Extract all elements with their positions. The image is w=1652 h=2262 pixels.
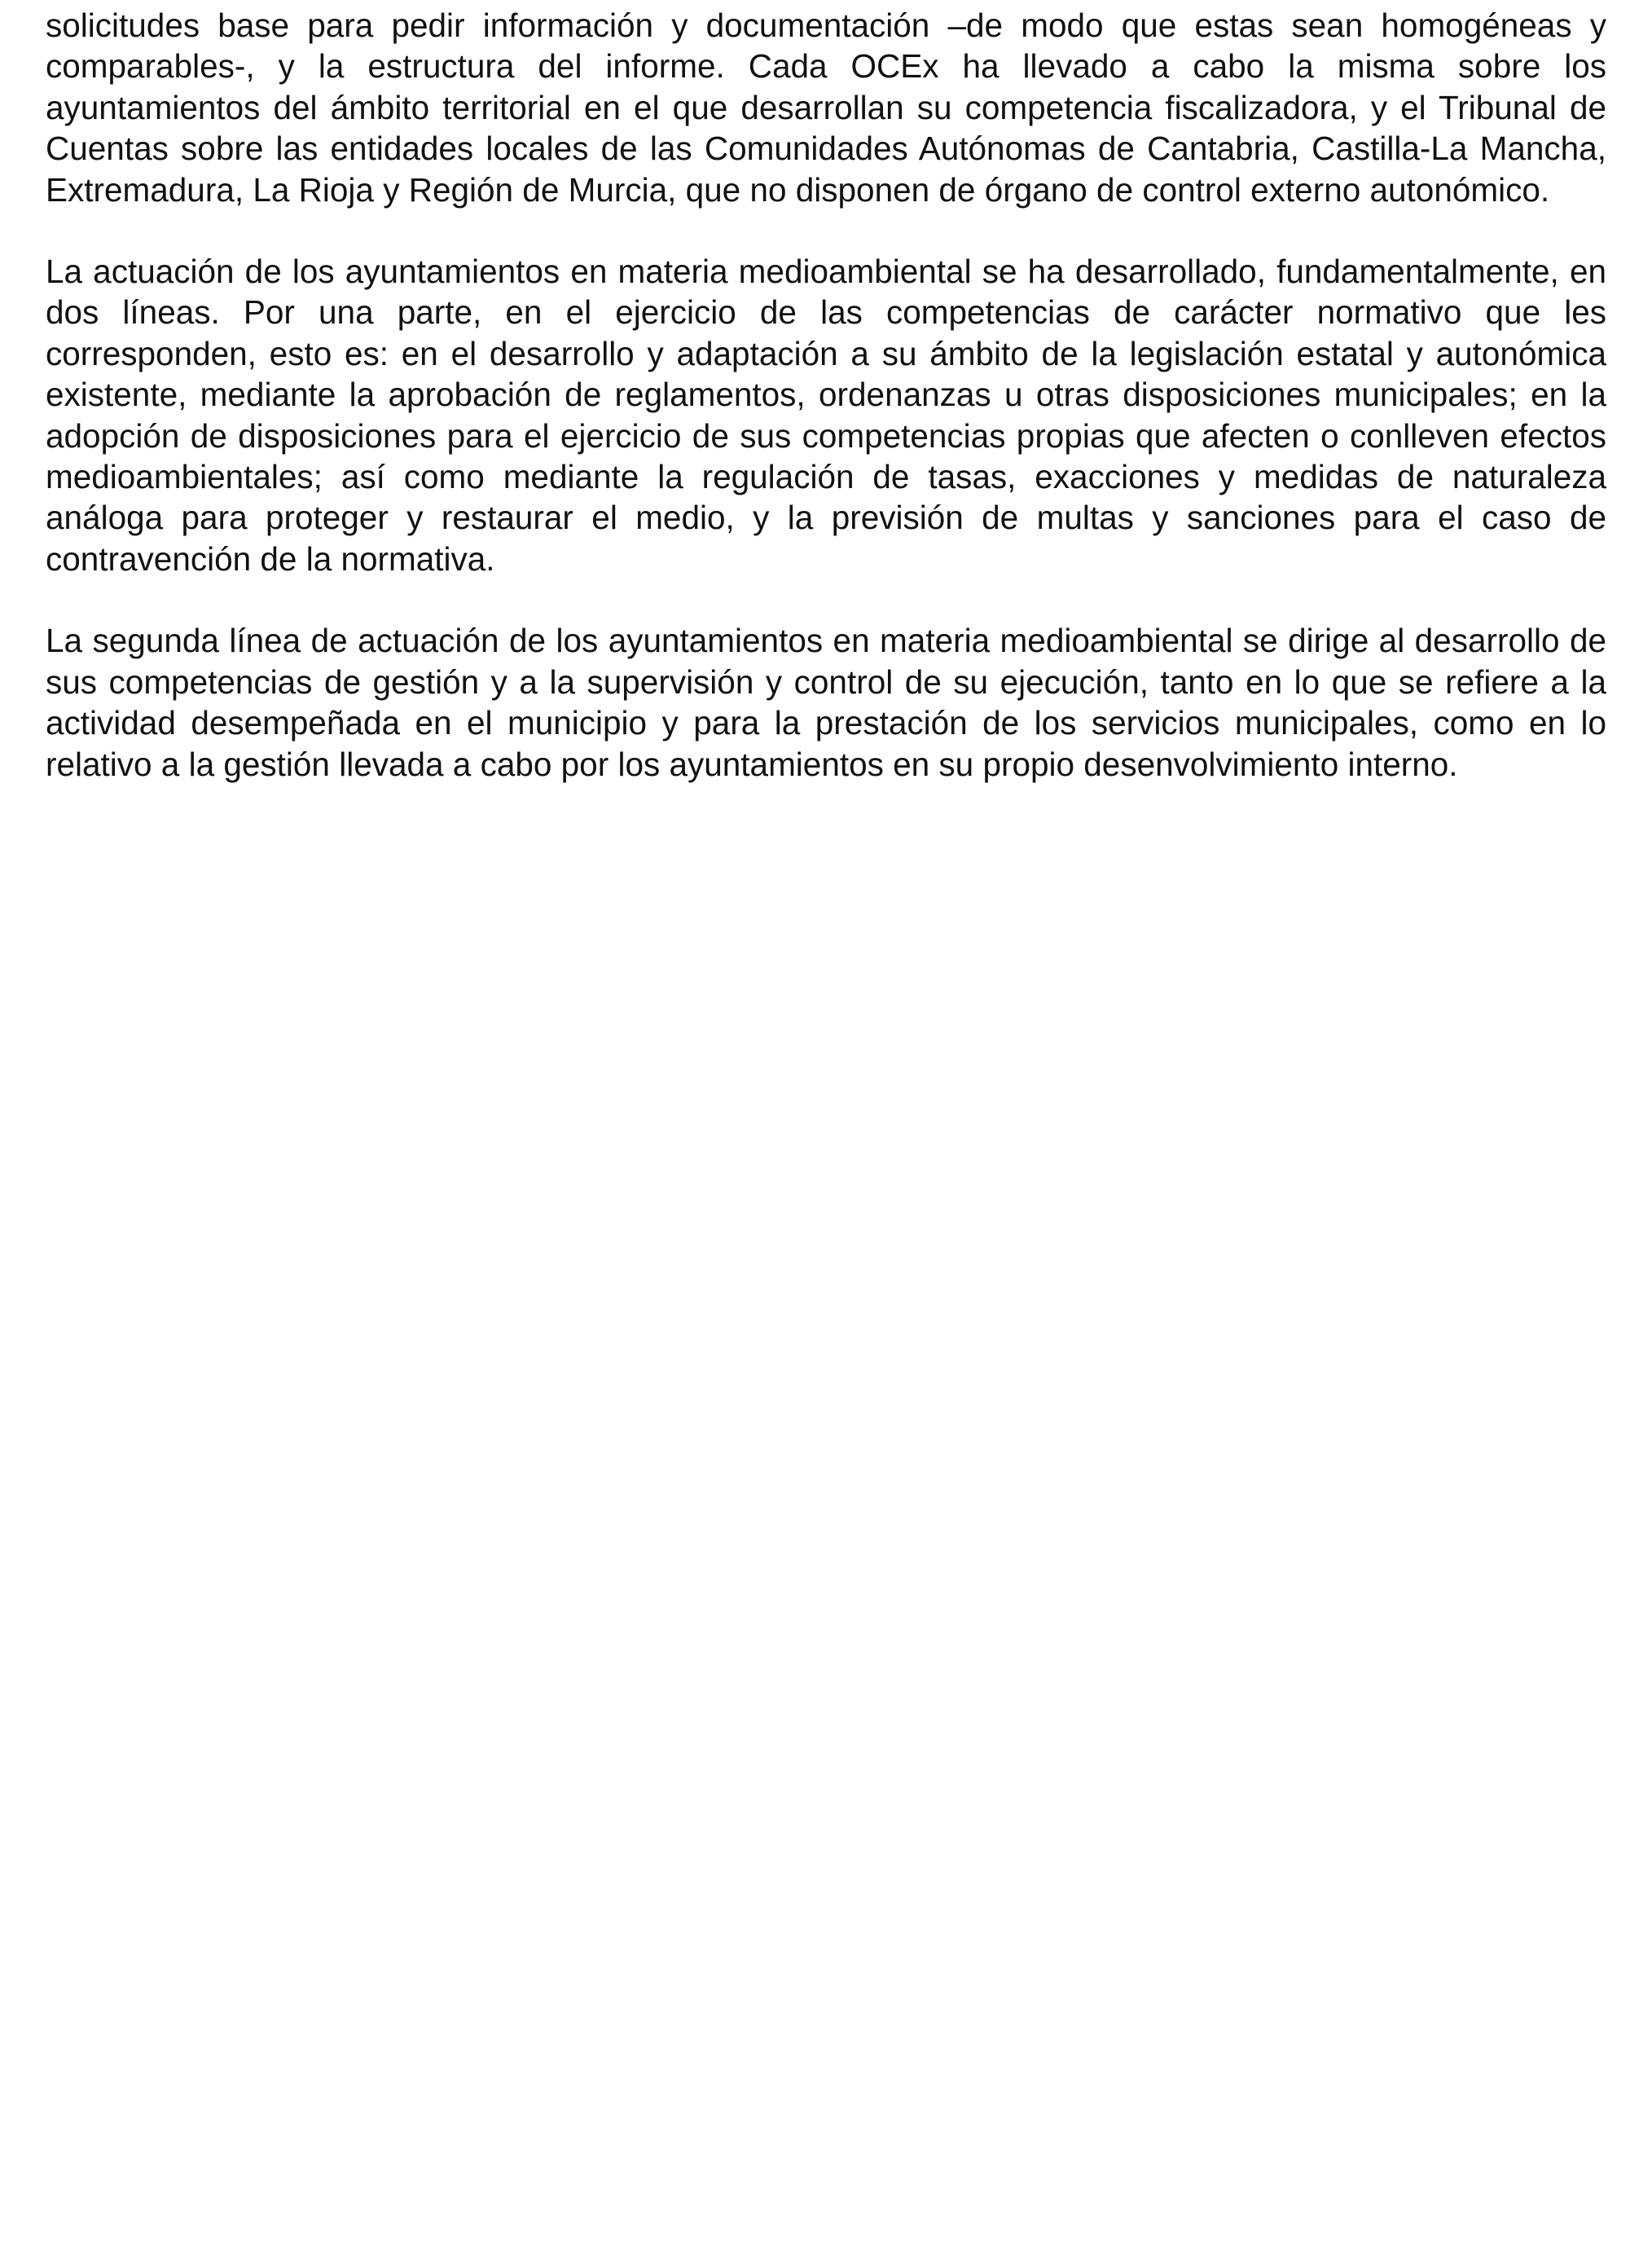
paragraph-methodology: solicitudes base para pedir información y documentación –de modo que estas sean homogéneas y comparables-, y la estructura del informe. Cada OCEx ha llevado a cabo la misma sobre los ayuntamientos del ámbito territorial en el que desarrollan su competencia fiscalizadora, y el Tribunal de Cuentas sobre las entidades locales de las Comunidades Autónomas de Cantabria, Castilla-La Mancha, Extremadura, La Rioja y Región de Murcia, que no disponen de órgano de control externo autonómico. [46, 7, 1606, 209]
document-body [46, 5, 1606, 825]
paragraph-management-actions: La segunda línea de actuación de los ayuntamientos en materia medioambiental se dirige al desarrollo de sus competencias de gestión y a la supervisión y control de su ejecución, tanto en lo que se refiere a la actividad desempeñada en el municipio y para la prestación de los servicios municipales, como en lo relativo a la gestión llevada a cabo por los ayuntamientos en su propio desenvolvimiento interno. [46, 622, 1606, 783]
paragraph-normative-actions: La actuación de los ayuntamientos en materia medioambiental se ha desarrollado, fundamentalmente, en dos líneas. Por una parte, en el ejercicio de las competencias de carácter normativo que les corresponden, esto es: en el desarrollo y adaptación a su ámbito de la legislación estatal y autonómica existente, mediante la aprobación de reglamentos, ordenanzas u otras disposiciones municipales; en la adopción de disposiciones para el ejercicio de sus competencias propias que afecten o conlleven efectos medioambientales; así como mediante la regulación de tasas, exacciones y medidas de naturaleza análoga para proteger y restaurar el medio, y la previsión de multas y sanciones para el caso de contravención de la normativa. [46, 253, 1606, 578]
